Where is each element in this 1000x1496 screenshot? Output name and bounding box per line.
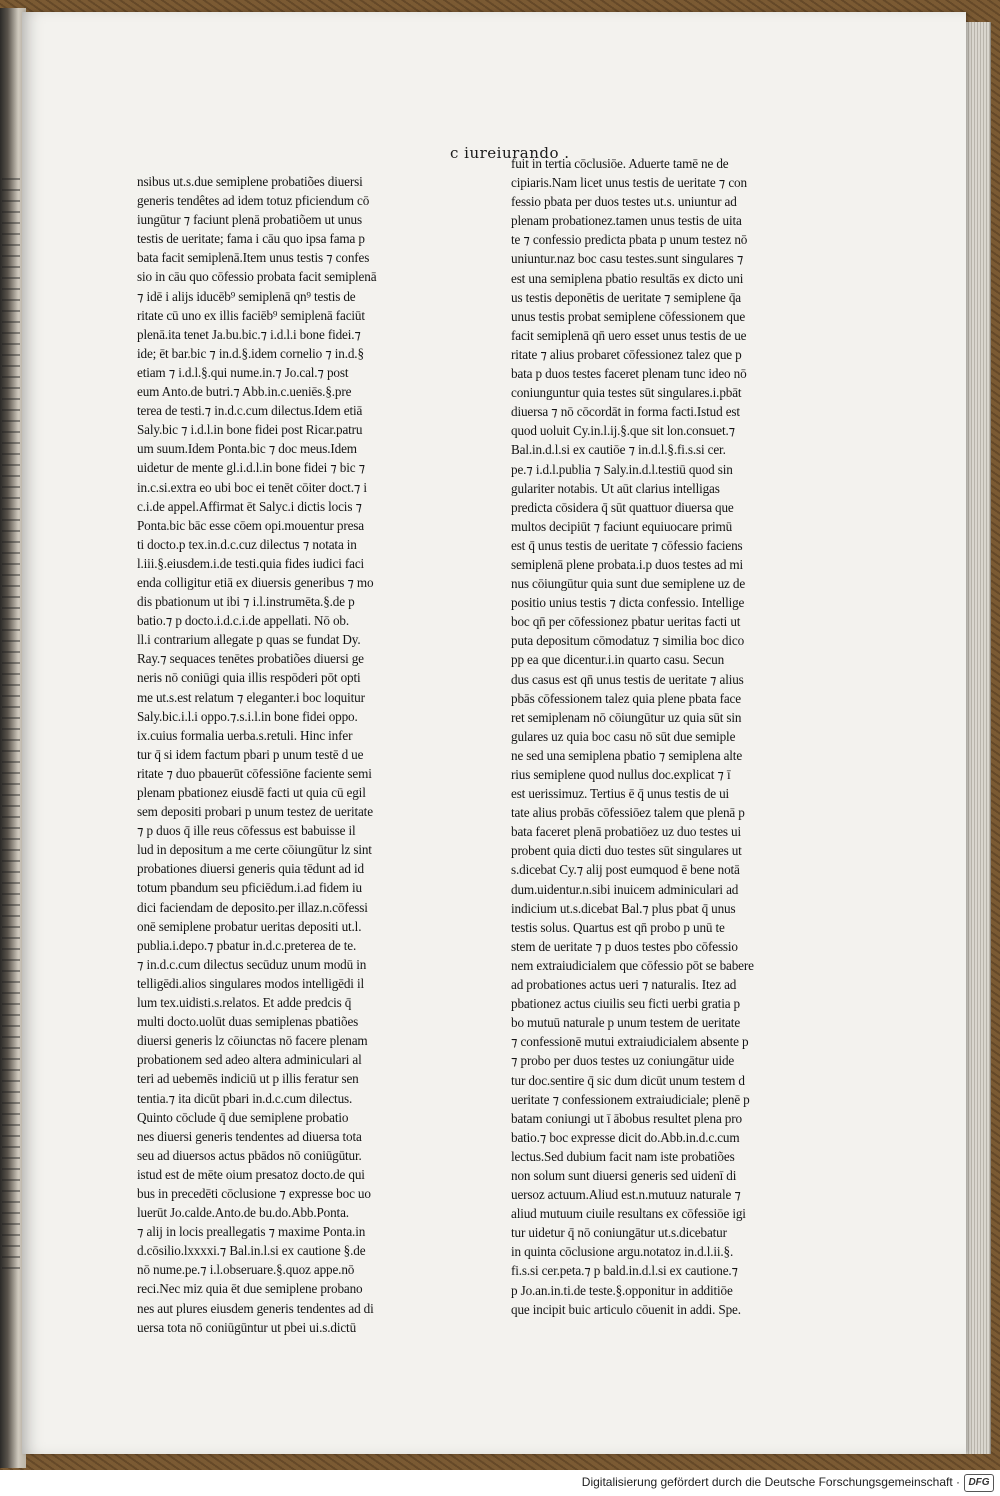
text-line: positio unius testis ⁊ dicta confessio. Intellige	[511, 595, 745, 611]
digitization-footer	[0, 1470, 1000, 1496]
text-line: Bal.in.d.l.si ex cautiōe ⁊ in.d.l.§.fi.s.si cer.	[511, 442, 726, 458]
text-line: reci.Nec miz quia ēt due semiplene probano	[137, 1281, 363, 1297]
text-line: probationem sed adeo altera adminiculari al	[137, 1052, 362, 1068]
text-line: Saly.bic.i.l.i oppo.⁊.s.i.l.in bone fidei oppo.	[137, 708, 358, 724]
text-line: indicium ut.s.dicebat Bal.⁊ plus pbat q̄ unus	[511, 900, 736, 916]
text-line: publia.i.depo.⁊ pbatur in.d.c.preterea de te.	[137, 937, 357, 953]
text-line: dum.uidentur.n.sibi inuicem adminiculari ad	[511, 881, 739, 897]
text-line: batam coniungi ut ī ābobus resultet plena pro	[511, 1110, 742, 1126]
text-line: uersa tota nō coniūgūntur ut pbei ui.s.dictū	[137, 1319, 357, 1335]
text-line: in quinta cōclusione argu.notatoz in.d.l.ii.§.	[511, 1244, 734, 1260]
text-line: dus casus est qn̄ unus testis de ueritate ⁊ alius	[511, 671, 744, 687]
text-line: teri ad uebemēs indiciū ut p illis feratur sen	[137, 1071, 359, 1087]
text-line: Ponta.bic bāc esse cōem opi.mouentur presa	[137, 517, 364, 533]
text-line: plenā.ita tenet Ja.bu.bic.⁊ i.d.l.i bone fidei.⁊	[137, 326, 361, 342]
text-line: bo mutuū naturale p unum testem de ueritate	[511, 1015, 741, 1031]
text-line: batio.⁊ p docto.i.d.c.i.de appellati. Nō ob.	[137, 613, 350, 629]
text-line: plenam probationez.tamen unus testis de uita	[511, 213, 742, 229]
text-line: tentia.⁊ ita dicūt pbari in.d.c.cum dilectus.	[137, 1090, 353, 1106]
text-line: seu ad diuersos actus pbādos nō coniūgūtur.	[137, 1147, 362, 1163]
text-line: testis de ueritate; fama i cāu quo ipsa fama p	[137, 231, 365, 247]
text-line: cipiaris.Nam licet unus testis de ueritate ⁊ con	[511, 175, 747, 191]
text-line: lectus.Sed dubium facit nam iste probatiões	[511, 1148, 735, 1164]
text-line: ti docto.p tex.in.d.c.cuz dilectus ⁊ notata in	[137, 536, 357, 552]
text-line: in.c.si.extra eo ubi boc ei tenēt cōiter doct.⁊ i	[137, 479, 367, 495]
text-line: puta depositum cōmodatuz ⁊ similia boc dico	[511, 633, 745, 649]
text-line: ⁊ p duos q̄ ille reus cōfessus est babuisse il	[137, 823, 356, 839]
text-line: sio in cāu quo cōfessio probata facit semiplenā	[137, 269, 377, 285]
text-column-left	[137, 172, 455, 1337]
text-line: enda colligitur etiā ex diuersis generibus ⁊ mo	[137, 574, 374, 590]
text-line: fuit in tertia cōclusiōe. Aduerte tamē ne de	[511, 156, 729, 171]
text-line: nō nume.pe.⁊ i.l.obseruare.§.quoz appe.nō	[137, 1262, 355, 1278]
text-line: Saly.bic ⁊ i.d.l.in bone fidei post Ricar.patru	[137, 422, 363, 438]
text-line: diuersa ⁊ nō cōcordāt in forma facti.Istud est	[511, 404, 740, 420]
text-line: tur uidetur q̄ nō coniungātur ut.s.dicebatur	[511, 1225, 727, 1241]
text-line: etiam ⁊ i.d.l.§.qui nume.in.⁊ Jo.cal.⁊ post	[137, 364, 349, 380]
text-line: unus testis probat semiplene cōfessionem que	[511, 308, 746, 324]
text-line: ret semiplenam nō cōiungūtur uz quia sūt sin	[511, 709, 742, 725]
text-line: probent quia dicti duo testes sūt singulares ut	[511, 843, 742, 859]
text-line: est uerissimuz. Tertius ē q̄ unus testis de ui	[511, 786, 730, 802]
text-line: tur q̄ si idem factum pbari p unum testē d ue	[137, 746, 364, 762]
text-line: uersoz actuum.Aliud est.n.mutuuz naturale ⁊	[511, 1187, 741, 1203]
text-line: plenam pbationez eiusdē facti ut quia cū egil	[137, 785, 366, 800]
text-line: ll.i contrarium allegate p quas se fundat Dy.	[137, 632, 361, 648]
text-line: fi.s.si cer.peta.⁊ p bald.in.d.l.si ex cautione.⁊	[511, 1263, 738, 1279]
text-line: d.cōsilio.lxxxxi.⁊ Bal.in.l.si ex cautione §.de	[137, 1243, 366, 1259]
text-line: est una semiplena pbatio resultās ex dicto uni	[511, 270, 744, 286]
book-page	[22, 12, 966, 1454]
text-line: dici faciendam de deposito.per illaz.n.cōfessi	[137, 899, 368, 915]
text-line: s.dicebat Cy.⁊ alij post eumquod ē bene notā	[511, 862, 740, 878]
text-line: totum pbandum seu pficiēdum.i.ad fidem iu	[137, 880, 362, 896]
text-line: lud in depositum a me certe cōiungūtur lz sint	[137, 842, 372, 858]
text-line: diuersi generis lz cōiunctas nō facere plenam	[137, 1033, 368, 1049]
text-line: istud est de mēte oium presatoz docto.de qui	[137, 1166, 365, 1182]
text-line: gulariter notabis. Ut aūt clarius intelligas	[511, 480, 720, 496]
text-line: coniunguntur quia testes sūt singulares.i.pbāt	[511, 385, 742, 401]
text-line: onē semiplene probatur ueritas depositi ut.l.	[137, 918, 362, 934]
text-line: luerūt Jo.calde.Anto.de bu.do.Abb.Ponta.	[137, 1205, 349, 1221]
text-line: terea de testi.⁊ in.d.c.cum dilectus.Idem etiā	[137, 403, 363, 419]
text-line: telligēdi.alios singulares modos intelligēdi il	[137, 975, 364, 991]
text-line: testis solus. Quartus est qn̄ probo p unū te	[511, 919, 725, 935]
text-line: nes diuersi generis tendentes ad diuersa tota	[137, 1128, 362, 1144]
text-line: aliud mutuum ciuile resultans ex cōfessiōe igi	[511, 1206, 746, 1222]
text-line: gulares uz quia boc casu nō sūt due semiple	[511, 728, 736, 744]
text-line: pp ea que dicentur.i.in quarto casu. Secun	[511, 652, 725, 668]
text-line: stem de ueritate ⁊ p duos testes pbo cōfessio	[511, 938, 738, 954]
text-line: ritate ⁊ duo pbauerūt cōfessiōne faciente semi	[137, 765, 372, 781]
text-line: us testis deponētis de ueritate ⁊ semiplene q̄a	[511, 289, 742, 305]
text-line: bata facit semiplenā.Item unus testis ⁊ confes	[137, 250, 370, 266]
text-line: ⁊ alij in locis preallegatis ⁊ maxime Ponta.in	[137, 1224, 366, 1240]
text-line: sem depositi probari p unum testez de ueritate	[137, 804, 373, 820]
text-line: bata faceret plenā probatiōez uz duo testes ui	[511, 824, 741, 840]
text-line: me ut.s.est relatum ⁊ eleganter.i boc loquitur	[137, 689, 365, 705]
text-line: nes aut plures eiusdem generis tendentes ad di	[137, 1300, 374, 1316]
funding-credit: Digitalisierung gefördert durch die Deutsche Forschungsgemeinschaft ·	[581, 1475, 960, 1489]
text-line: tur doc.sentire q̄ sic dum dicūt unum testem d	[511, 1072, 745, 1088]
text-line: neris nō coniūgi quia illis respōderi pōt opti	[137, 670, 361, 686]
text-column-right	[511, 154, 815, 1319]
text-line: est q̄ unus testis de ueritate ⁊ cōfessio faciens	[511, 537, 743, 553]
text-line: facit semiplenā qn̄ uero esset unus testis de ue	[511, 327, 747, 343]
text-line: pbās cōfessionem talez quia plene pbata face	[511, 690, 741, 706]
text-line: ritate cū uno ex illis faciēb⁹ semiplenā faciūt	[137, 307, 365, 323]
text-line: bus in precedēti cōclusione ⁊ expresse boc uo	[137, 1185, 371, 1201]
text-line: boc qn̄ per cōfessionez pbatur ueritas facti ut	[511, 614, 741, 630]
text-line: multi docto.uolūt duas semiplenas pbatiões	[137, 1014, 359, 1030]
text-line: c.i.de appel.Affirmat ēt Salyc.i dictis locis ⁊	[137, 498, 362, 514]
text-line: uniuntur.naz boc casu testes.sunt singulares ⁊	[511, 251, 744, 267]
text-line: probationes diuersi generis quia tēdunt ad id	[137, 861, 364, 877]
text-line: nsibus ut.s.due semiplene probatiões diuersi	[137, 174, 363, 189]
text-line: iungūtur ⁊ faciunt plenā probatiõem ut unus	[137, 212, 362, 228]
text-line: que incipit buic articulo cōuenit in addi. Spe.	[511, 1301, 741, 1317]
text-line: ide; ēt bar.bic ⁊ in.d.§.idem cornelio ⁊ in.d.§	[137, 345, 364, 361]
text-line: non solum sunt diuersi generis sed uidenī di	[511, 1167, 737, 1183]
text-line: ⁊ in.d.c.cum dilectus secūduz unum modū in	[137, 956, 367, 972]
text-line: ad probationes actus ueri ⁊ naturalis. Itez ad	[511, 977, 737, 993]
text-line: um suum.Idem Ponta.bic ⁊ doc meus.Idem	[137, 441, 357, 457]
text-line: quod uoluit Cy.in.l.ij.§.que sit lon.consuet.⁊	[511, 423, 736, 439]
text-line: pe.⁊ i.d.l.publia ⁊ Saly.in.d.l.testiū quod sin	[511, 461, 733, 477]
text-line: Ray.⁊ sequaces tenētes probatiões diuersi ge	[137, 651, 364, 667]
text-line: ritate ⁊ alius probaret cōfessionez talez que p	[511, 346, 742, 362]
text-line: batio.⁊ boc expresse dicit do.Abb.in.d.c.cum	[511, 1129, 740, 1145]
text-line: ne sed una semiplena pbatio ⁊ semiplena alte	[511, 747, 743, 763]
text-line: pbationez actus ciuilis seu ficti uerbi gratia p	[511, 996, 740, 1012]
text-line: uidetur de mente gl.i.d.l.in bone fidei ⁊ bic ⁊	[137, 460, 365, 476]
text-line: fessio pbata per duos testes ut.s. uniuntur ad	[511, 194, 737, 210]
text-line: ⁊ probo per duos testes uz coniungātur uide	[511, 1053, 735, 1069]
text-line: lum tex.uidisti.s.relatos. Et adde predcis q̄	[137, 995, 352, 1011]
text-line: ⁊ confessionē mutui extraiudicialem absente p	[511, 1034, 749, 1050]
text-line: predicta cōsidera q̄ sūt quattuor diuersa que	[511, 499, 734, 515]
running-head: c iureiurando .	[450, 144, 570, 162]
text-line: multos decipiūt ⁊ faciunt equiuocare primū	[511, 518, 733, 534]
text-line: dis pbationum ut ibi ⁊ i.l.instrumēta.§.de p	[137, 594, 355, 610]
text-line: ueritate ⁊ confessionem extraiudiciale; plenē p	[511, 1091, 750, 1107]
text-line: nem extraiudicialem que cōfessio pōt se babere	[511, 957, 754, 973]
text-line: ⁊ idē i alijs iducēb⁹ semiplenā qn⁹ testis de	[137, 288, 356, 304]
text-line: te ⁊ confessio predicta pbata p unum testez nō	[511, 232, 748, 248]
text-line: semiplenā plene probata.i.p duos testes ad mi	[511, 556, 744, 572]
text-line: tate alius probās cōfessiōez talem que plenā p	[511, 805, 745, 821]
text-line: Quinto cōclude q̄ due semiplene probatio	[137, 1109, 349, 1125]
facing-page-text-fragment	[2, 178, 20, 1278]
text-line: l.iii.§.eiusdem.i.de testi.quia fides iudici faci	[137, 555, 365, 571]
text-line: bata p duos testes faceret plenam tunc ideo nō	[511, 366, 747, 382]
text-line: nus cōiungūtur quia sunt due semiplene uz de	[511, 576, 746, 592]
text-line: p Jo.an.in.ti.de teste.§.opponitur in additiōe	[511, 1282, 733, 1298]
text-line: ix.cuius formalia uerba.s.retuli. Hinc infer	[137, 727, 353, 743]
text-line: eum Anto.de butri.⁊ Abb.in.c.ueniēs.§.pre	[137, 384, 352, 400]
text-line: generis tendêtes ad idem totuz pficiendum cō	[137, 193, 370, 209]
text-line: rius semiplene quod nullus doc.explicat ⁊ ī	[511, 767, 731, 782]
dfg-logo: DFG	[964, 1474, 994, 1492]
